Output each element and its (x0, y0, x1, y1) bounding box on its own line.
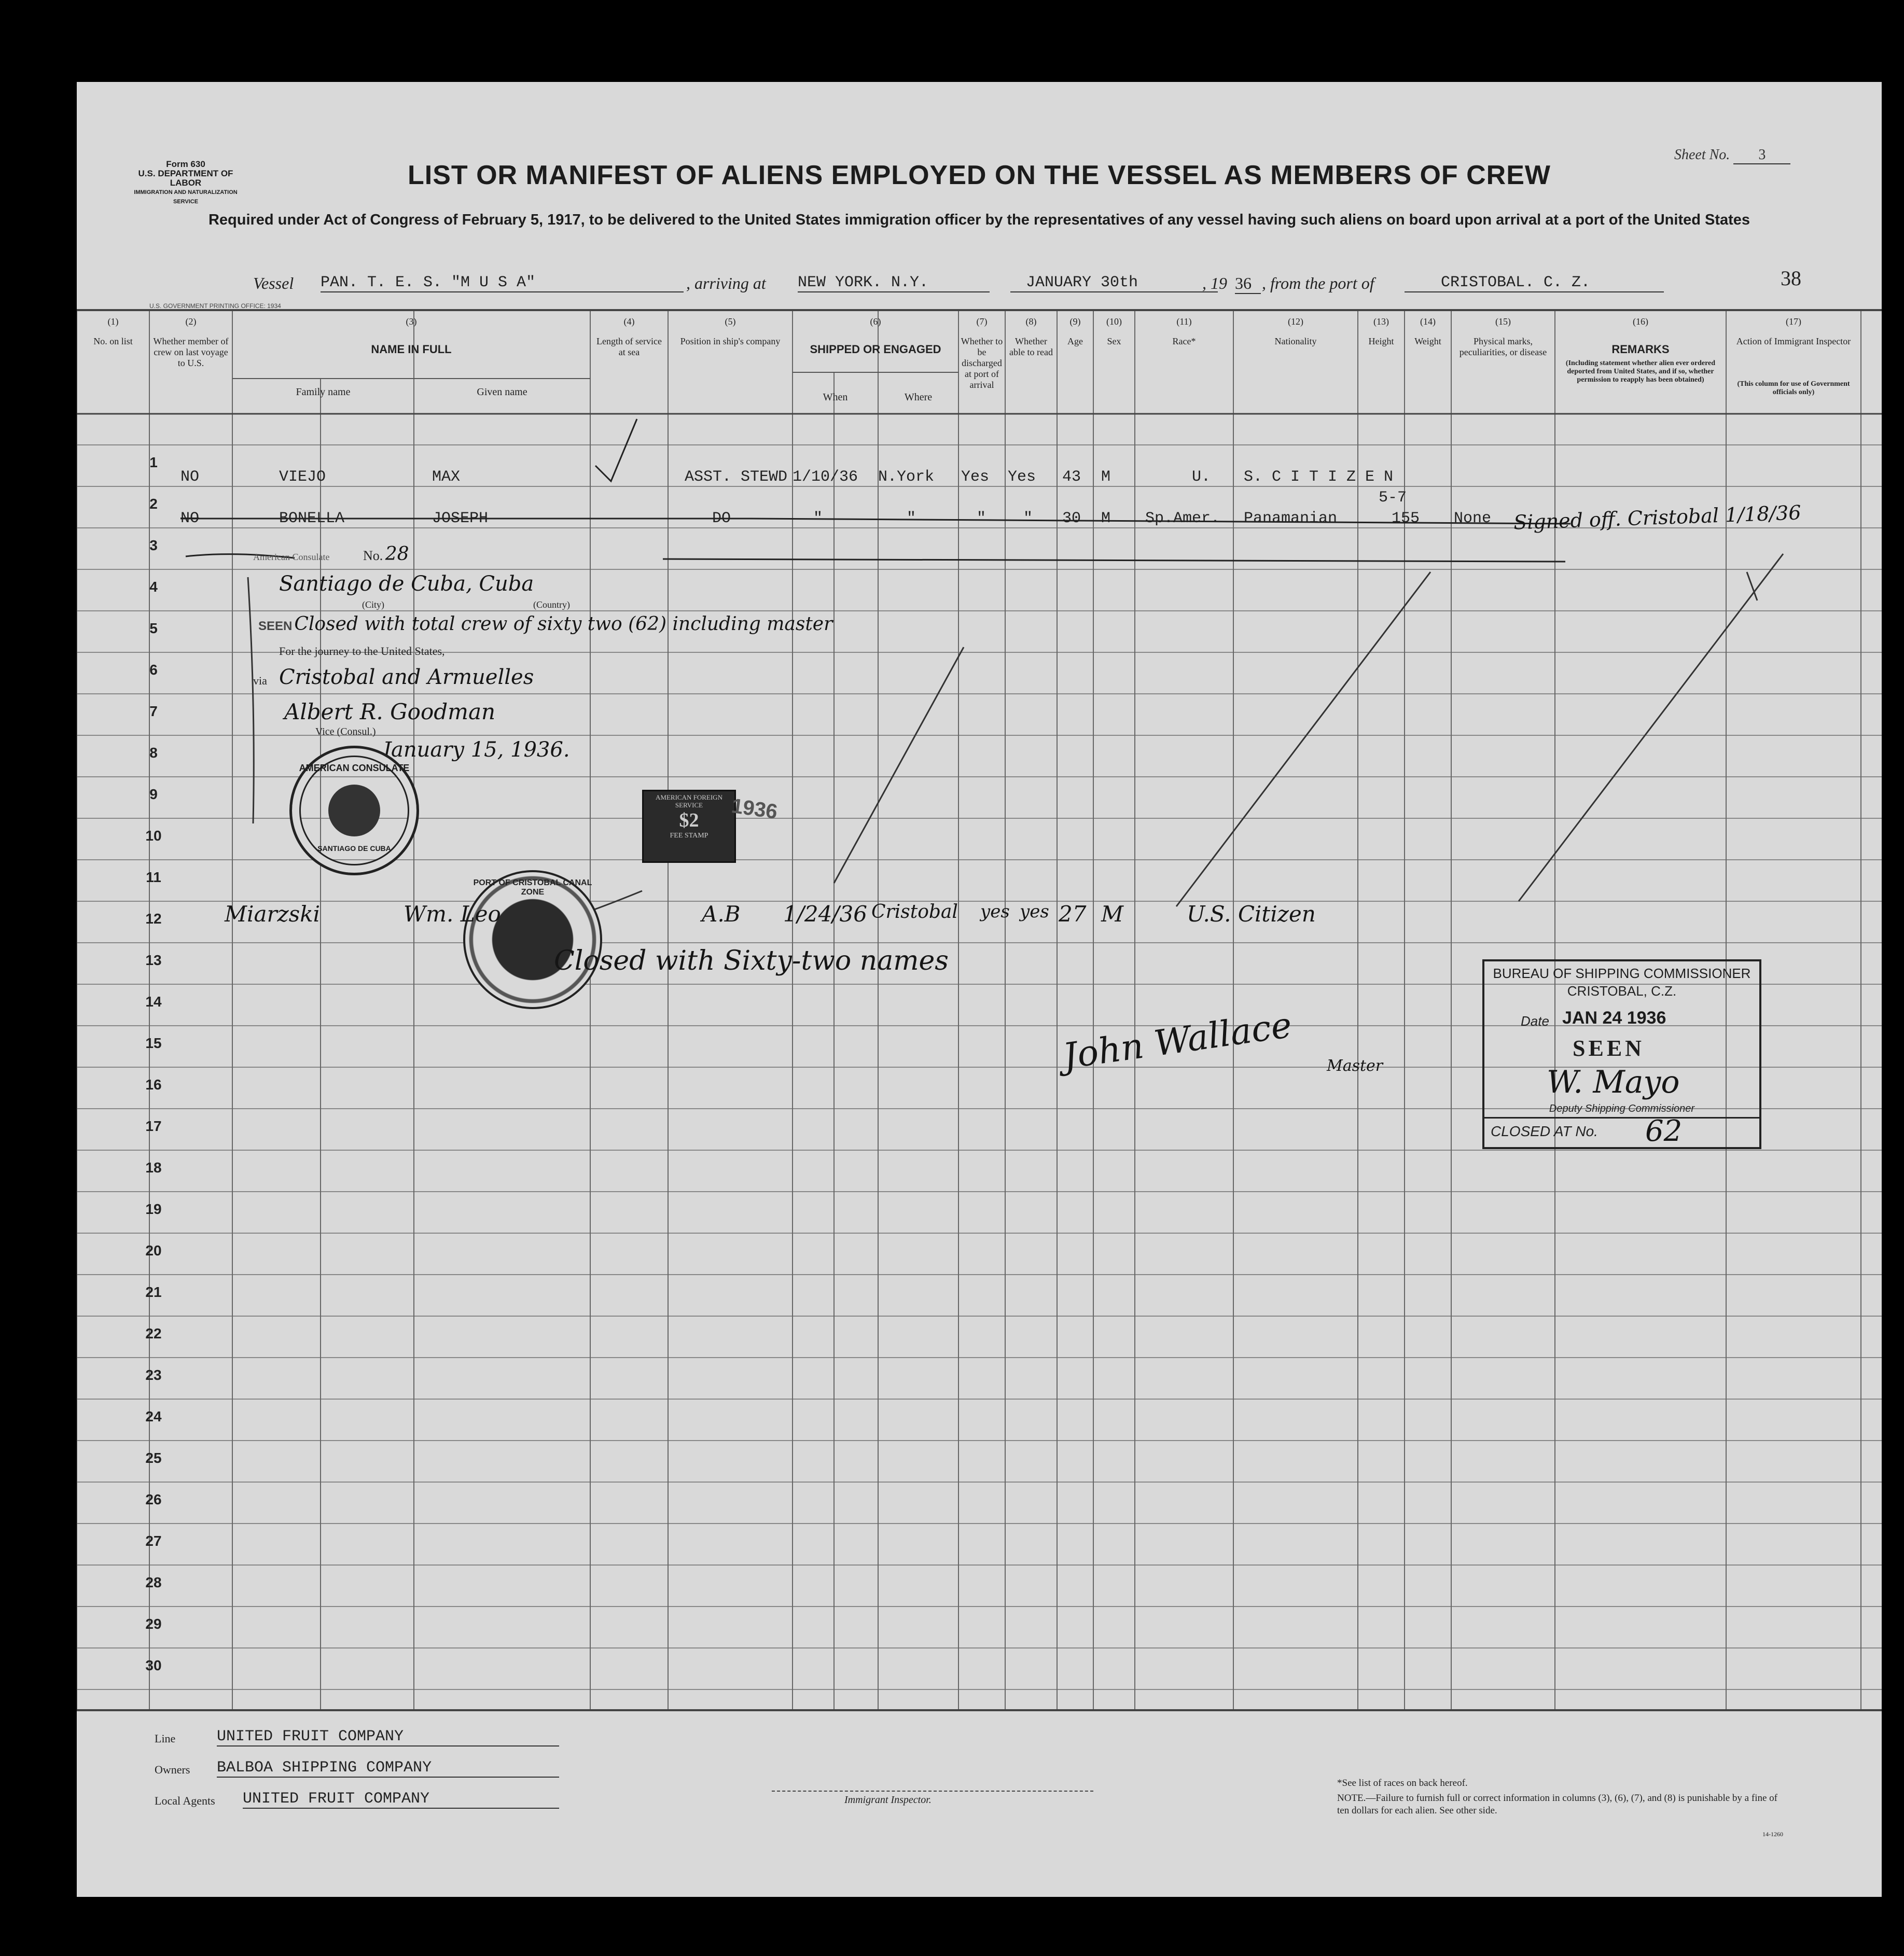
arriving-label: , arriving at (686, 274, 766, 292)
fee-stamp-bottom: FEE STAMP (670, 832, 708, 840)
row12-read: yes (1020, 901, 1049, 922)
row-number: 13 (145, 952, 162, 968)
stamp-closed-value: 62 (1645, 1114, 1683, 1148)
journey-label: For the journey to the United States, (279, 645, 445, 658)
date-label: Date (352, 748, 371, 760)
footer-note (1337, 1792, 1783, 1817)
consulate-seal-top: AMERICAN CONSULATE (299, 763, 410, 773)
master-signature: John Wallace (1060, 1004, 1295, 1078)
stamp-signature: W. Mayo (1547, 1064, 1680, 1100)
row1-sex: M (1101, 468, 1111, 486)
agents-value: UNITED FRUIT COMPANY (243, 1790, 559, 1809)
form-number: Form 630 (166, 159, 205, 169)
column-number: (17) (1786, 316, 1801, 327)
page-subtitle: Required under Act of Congress of February 5, 1917, to be delivered to the United States immigration officer by the representatives of any vessel having such aliens on board upon arrival at a port of the United States (208, 212, 1750, 228)
row1-position: ASST. STEWD (685, 468, 788, 486)
row-number: 28 (145, 1574, 162, 1590)
column-number: (9) (1069, 316, 1081, 327)
row2-weight: 155 (1392, 510, 1420, 527)
inspector-label: Immigrant Inspector. (844, 1794, 932, 1806)
stamp-closed-label: CLOSED AT No. (1491, 1123, 1598, 1139)
row1-age: 43 (1062, 468, 1081, 486)
row-number: 20 (145, 1242, 162, 1259)
from-label: , from the port of (1262, 274, 1374, 292)
column-header: Whether member of crew on last voyage to U.S. (153, 336, 229, 368)
row2-discharged: " (977, 510, 986, 527)
row2-marks: None (1454, 510, 1492, 527)
row-number: 30 (145, 1657, 162, 1673)
column-number: (2) (185, 316, 197, 327)
note-label: NOTE. (1337, 1793, 1366, 1804)
row-number: 22 (145, 1325, 162, 1342)
row1-when: 1/10/36 (793, 468, 858, 486)
row2-sex: M (1101, 510, 1111, 527)
stamp-date: JAN 24 1936 (1562, 1008, 1666, 1028)
seen-label: SEEN (258, 619, 293, 633)
eagle-icon (328, 785, 380, 836)
consulate-no: 28 (385, 543, 409, 565)
row-number: 15 (145, 1035, 162, 1051)
owners-value: BALBOA SHIPPING COMPANY (217, 1759, 559, 1778)
column-number: (7) (976, 316, 988, 327)
row-number: 11 (146, 869, 161, 885)
column-number: (6) (870, 316, 881, 327)
row-number: 8 (149, 745, 158, 761)
column-header: Length of service at sea (596, 336, 662, 357)
column-header: Weight (1414, 336, 1441, 346)
via-label: via (253, 674, 267, 687)
row-number: 25 (145, 1450, 162, 1466)
line-value: UNITED FRUIT COMPANY (217, 1728, 559, 1747)
row-number: 16 (145, 1077, 162, 1093)
row2-remarks: Signed off. Cristobal 1/18/36 (1513, 501, 1802, 534)
row-number: 3 (149, 537, 158, 553)
row12-where: Cristobal (871, 901, 958, 923)
master-title: Master (1327, 1057, 1383, 1075)
column-header: Physical marks, peculiarities, or disease (1459, 336, 1547, 357)
row12-nationality: U.S. Citizen (1187, 901, 1316, 927)
row-number: 5 (149, 620, 158, 636)
column-header: No. on list (93, 336, 133, 346)
row1-where: N.York (878, 468, 935, 486)
row12-sex: M (1101, 901, 1124, 927)
row-number: 17 (145, 1118, 162, 1134)
entry-row-12 (77, 901, 1882, 932)
column-header: Whether able to read (1009, 336, 1053, 357)
line-label: Line (155, 1732, 176, 1745)
row1-nationality: S. C I T I Z E N (1244, 468, 1394, 486)
row2-age: 30 (1062, 510, 1081, 527)
row12-age: 27 (1059, 901, 1087, 927)
seen-text: Closed with total crew of sixty two (62) including master (294, 613, 833, 635)
column-header: Height (1368, 336, 1394, 346)
manifest-sheet (77, 82, 1882, 1897)
column-header: Action of Immigrant Inspector (1736, 336, 1851, 346)
subcolumn-remarks-note: (Including statement whether alien ever ordered deported from United States, and if so, whether permission to reapply has been obtained) (1565, 359, 1716, 384)
races-note: *See list of races on back hereof. (1337, 1778, 1468, 1789)
port-seal (463, 870, 602, 1009)
print-office: U.S. GOVERNMENT PRINTING OFFICE: 1934 (149, 302, 281, 310)
department: U.S. DEPARTMENT OF LABOR (138, 169, 233, 188)
cancel-year: 1936 (730, 794, 779, 823)
row12-discharged: yes (980, 901, 1010, 922)
column-number: (5) (725, 316, 736, 327)
stamp-line1: BUREAU OF SHIPPING COMMISSIONER (1493, 966, 1751, 981)
column-header: Position in ship's company (680, 336, 781, 346)
row2-given: JOSEPH (432, 510, 489, 527)
row-number: 29 (145, 1616, 162, 1632)
column-number: (15) (1495, 316, 1511, 327)
owners-label: Owners (155, 1763, 190, 1776)
row1-member: NO (180, 468, 200, 486)
row-number: 1 (149, 454, 158, 470)
column-header: Race* (1172, 336, 1196, 346)
consulate-city: Santiago de Cuba, Cuba (279, 572, 534, 596)
port-seal-text: PORT OF CRISTOBAL CANAL ZONE (473, 878, 592, 897)
row12-given: Wm. Leo (404, 901, 501, 927)
row-number: 7 (149, 703, 158, 719)
row1-family: VIEJO (279, 468, 326, 486)
row-number: 26 (145, 1491, 162, 1507)
row1-race: U. (1192, 468, 1211, 486)
column-header: Nationality (1274, 336, 1317, 346)
consul-date: January 15, 1936. (383, 738, 570, 762)
row2-nationality: Panamanian (1244, 510, 1338, 527)
row2-race: Sp.Amer. (1145, 510, 1220, 527)
row-number: 12 (145, 911, 162, 927)
consulate-no-label: No. (363, 548, 383, 563)
row2-position: DO (712, 510, 731, 527)
row-number: 6 (149, 662, 158, 678)
year-prefix: , 19 (1202, 274, 1227, 292)
page-number: 38 (1781, 267, 1801, 290)
row-number: 9 (149, 786, 158, 802)
subcolumn-family-name: Family name (296, 386, 351, 398)
column-header: Sex (1107, 336, 1121, 346)
vessel-name: PAN. T. E. S. "M U S A" (321, 274, 684, 292)
column-header: SHIPPED OR ENGAGED (810, 343, 941, 356)
row-number: 14 (145, 994, 162, 1010)
fee-stamp-value: $2 (679, 809, 699, 831)
column-number: (11) (1176, 316, 1192, 327)
row-number: 18 (145, 1159, 162, 1176)
stamp-seen: SEEN (1573, 1036, 1645, 1061)
row2-read: " (1023, 510, 1033, 527)
stamp-title: Deputy Shipping Commissioner (1549, 1103, 1695, 1114)
via-text: Cristobal and Armuelles (279, 665, 534, 689)
consulate-seal (289, 746, 419, 875)
column-number: (8) (1025, 316, 1037, 327)
consul-signature: Albert R. Goodman (284, 699, 496, 724)
row2-member: NO (180, 510, 200, 527)
row1-read: Yes (1008, 468, 1036, 486)
row2-height: 5-7 (1379, 489, 1407, 507)
fee-stamp (642, 790, 736, 863)
column-number: (16) (1633, 316, 1648, 327)
from-port: CRISTOBAL. C. Z. (1405, 274, 1664, 292)
row-number: 23 (145, 1367, 162, 1383)
stamp-line2: CRISTOBAL, C.Z. (1567, 983, 1677, 999)
arrival-year: 36 (1235, 274, 1261, 294)
column-header: NAME IN FULL (371, 343, 452, 356)
note-text: —Failure to furnish full or correct information in columns (3), (6), (7), and (8) is punishable by a fine of ten dollars for each alien. See other side. (1337, 1793, 1777, 1816)
row1-given: MAX (432, 468, 461, 486)
print-code: 14-1260 (1762, 1831, 1783, 1838)
stamp-date-label: Date (1521, 1013, 1549, 1029)
fee-stamp-top: AMERICAN FOREIGN SERVICE (656, 793, 722, 809)
sheet-label: Sheet No. (1674, 147, 1730, 163)
column-header: REMARKS (1611, 343, 1670, 356)
row12-when: 1/24/36 (783, 901, 867, 927)
agents-label: Local Agents (155, 1794, 215, 1807)
row12-position: A.B (702, 901, 741, 927)
column-header: Whether to be discharged at port of arrival (961, 336, 1003, 390)
row-number: 10 (145, 828, 162, 844)
row-number: 27 (145, 1533, 162, 1549)
arrival-date: JANUARY 30th (1010, 274, 1218, 292)
row2-where: " (907, 510, 916, 527)
column-number: (14) (1420, 316, 1436, 327)
column-number: (4) (623, 316, 635, 327)
sheet-number: 3 (1733, 147, 1790, 164)
arriving-port: NEW YORK. N.Y. (798, 274, 990, 292)
row-number: 2 (149, 496, 158, 512)
row-number: 21 (145, 1284, 162, 1300)
column-number: (3) (406, 316, 417, 327)
column-header: Age (1067, 336, 1083, 346)
column-number: (13) (1373, 316, 1389, 327)
subcolumn-where: Where (904, 392, 933, 403)
vessel-label: Vessel (253, 274, 294, 292)
city-label: (City) (362, 599, 384, 610)
footer (77, 1715, 1882, 1897)
consulate-label: American Consulate (253, 552, 330, 562)
closed-note: Closed with Sixty-two names (554, 945, 949, 976)
subcolumn-when: When (823, 392, 848, 403)
shipping-commissioner-stamp (1482, 959, 1761, 1149)
row12-family: Miarzski (225, 901, 321, 927)
row2-family: BONELLA (279, 510, 345, 527)
column-number: (10) (1106, 316, 1122, 327)
column-number: (1) (107, 316, 119, 327)
row1-discharged: Yes (961, 468, 990, 486)
country-label: (Country) (533, 599, 570, 610)
subcolumn-inspector-note: (This column for use of Government officials only) (1737, 380, 1850, 396)
service: IMMIGRATION AND NATURALIZATION SERVICE (134, 189, 238, 205)
page-title: LIST OR MANIFEST OF ALIENS EMPLOYED ON THE VESSEL AS MEMBERS OF CREW (408, 160, 1551, 190)
row-number: 19 (145, 1201, 162, 1217)
consulate-seal-bottom: SANTIAGO DE CUBA (317, 844, 391, 853)
subcolumn-given-name: Given name (477, 386, 527, 398)
column-number: (12) (1288, 316, 1303, 327)
consul-label: Vice (Consul.) (315, 726, 376, 737)
row2-when: " (813, 510, 823, 527)
row-number: 24 (145, 1408, 162, 1424)
row-number: 4 (149, 579, 158, 595)
